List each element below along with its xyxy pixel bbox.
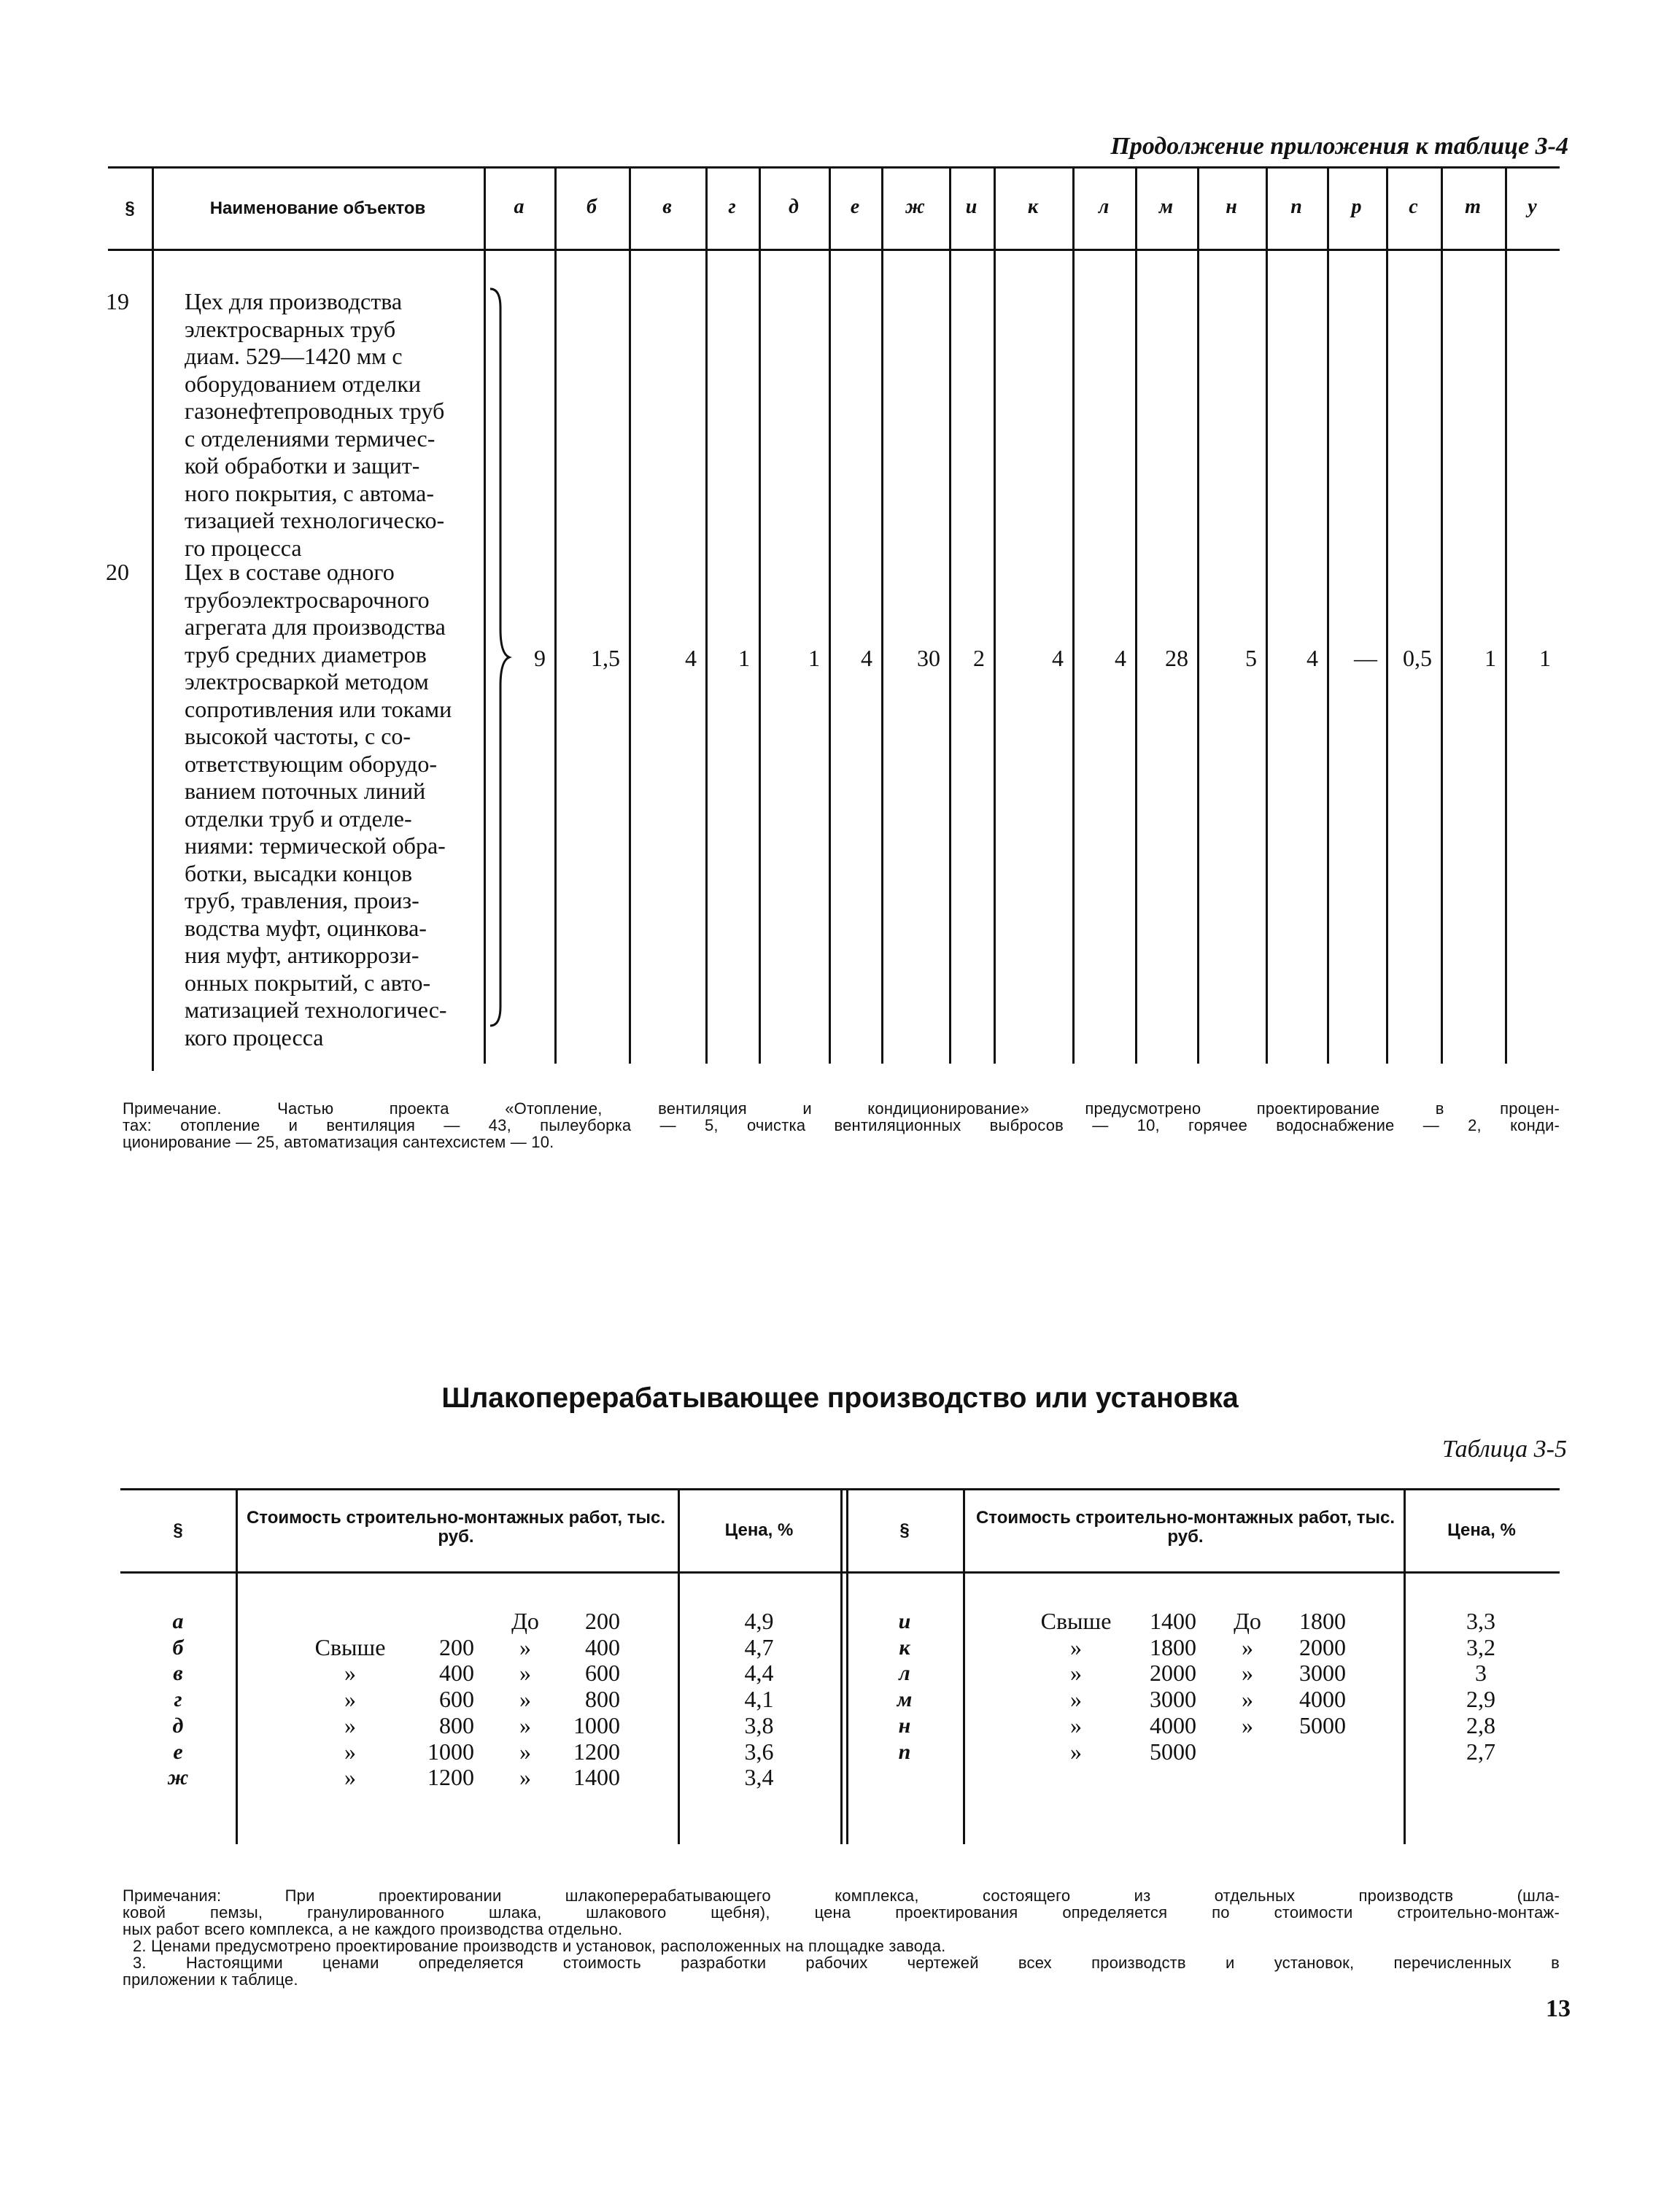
table1-header-16: с [1409,196,1418,218]
row-letter: в [173,1661,183,1686]
row-letter: д [172,1713,184,1738]
row-letter: б [172,1635,184,1660]
description-line: труб средних диаметров [185,641,427,667]
from-word: » [1070,1738,1082,1765]
t2-header-price-right: Цена, % [1447,1520,1516,1540]
from-value: 400 [439,1660,474,1687]
row-letter: н [898,1713,911,1738]
t2-header-price-left: Цена, % [724,1520,794,1540]
note-table-3-4 [123,1100,1560,1150]
from-value: 1200 [427,1764,474,1791]
description-line: диам. 529—1420 мм с [185,343,403,369]
description-line: газонефтепроводных труб [185,398,445,424]
to-value: 1000 [573,1711,620,1738]
note-line: приложении к таблице. [123,1970,298,1989]
value-б: 1,5 [591,645,620,671]
description-line: кого процесса [185,1023,324,1050]
row-letter: ж [167,1765,189,1790]
from-value: 5000 [1150,1738,1196,1765]
table1-rule-10 [994,166,996,1064]
description-line: водства муфт, оцинкова- [185,914,427,941]
description-line: онных покрытий, с авто- [185,969,431,996]
description-line: ния муфт, антикоррози- [185,942,419,968]
note-line: ных работ всего комплекса, а не каждого производства отдельно. [123,1920,623,1938]
price-value: 3,2 [1466,1633,1495,1660]
price-value: 2,8 [1466,1711,1495,1738]
description-line: электросваркой методом [185,668,429,694]
table1-rule-3 [554,166,557,1064]
t2-header-cost-left: Стоимость строительно-монтажных работ, тыс. руб. [246,1508,666,1547]
from-word: Свыше [314,1633,386,1660]
note-line: тах: отопление и вентиляция — 43, пылеуборка — 5, очистка вентиляционных выбросов — 10, горячее водоснабжение — 2, конди- [123,1116,1560,1134]
t2-header-sect-left: § [173,1520,183,1540]
to-word: » [1242,1711,1253,1738]
description-line: труб, травления, произ- [185,887,419,913]
note-line: 3. Настоящими ценами определяется стоимость разработки рабочих чертежей всех производств и установок, перечисленных в [133,1954,1560,1972]
from-value: 1400 [1150,1608,1196,1634]
description-line: матизацией технологичес- [185,997,447,1023]
description-line: электросварных труб [185,315,396,342]
table1-header-6: д [789,196,799,218]
description-line: сопротивления или токами [185,695,452,722]
price-value: 2,7 [1466,1738,1495,1765]
description-line: трубоэлектросварочного [185,586,430,613]
from-word: » [1070,1686,1082,1713]
description-line: отделки труб и отделе- [185,805,412,832]
value-е: 4 [861,645,872,671]
description-line: кой обработки и защит- [185,452,420,479]
row-description-19 [185,288,478,562]
table1-header-5: г [728,196,736,218]
to-word: До [511,1608,539,1634]
note-line: ковой пемзы, гранулированного шлака, шлакового щебня), цена проектирования определяется по стоимости строительно-монтаж- [123,1903,1560,1922]
table1-rule-12 [1135,166,1137,1064]
price-value: 4,7 [744,1633,774,1660]
to-value: 1200 [573,1738,620,1765]
value-ж: 30 [917,645,940,671]
table1-rule-14 [1266,166,1268,1064]
to-word: » [1242,1660,1253,1687]
value-и: 2 [973,645,985,671]
value-л: 4 [1115,645,1126,671]
table2-rule-1 [236,1488,238,1844]
description-line: ботки, высадки концов [185,859,413,886]
price-value: 3,6 [744,1738,774,1765]
t2-header-sect-right: § [899,1520,910,1540]
description-line: ванием поточных линий [185,778,426,804]
price-value: 2,9 [1466,1686,1495,1713]
price-value: 4,9 [744,1608,774,1634]
row-letter: м [897,1687,913,1712]
from-word: » [344,1738,356,1765]
table1-rule-7 [829,166,831,1064]
price-value: 3,3 [1466,1608,1495,1634]
row-letter: п [898,1739,911,1764]
price-value: 4,1 [744,1686,774,1713]
description-line: Цех для производства [185,288,403,314]
table1-header-17: т [1465,196,1481,218]
from-word: Свыше [1040,1608,1112,1634]
t2-header-cost-right: Стоимость строительно-монтажных работ, тыс. руб. [975,1508,1396,1547]
table1-header-0: § [125,198,135,218]
to-word: » [519,1711,531,1738]
table1-rule-5 [705,166,708,1064]
to-value: 1800 [1299,1608,1346,1634]
description-line: тизацией технологическо- [185,507,445,533]
table1-header-7: е [850,196,860,218]
table1-header-9: и [965,196,978,218]
value-у: 1 [1539,645,1551,671]
description-line: Цех в составе одного [185,559,395,585]
to-word: » [519,1738,531,1765]
table1-rule-17 [1441,166,1443,1064]
table1-rule-6 [759,166,761,1064]
continuation-title: Продолжение приложения к таблице 3-4 [1110,133,1568,160]
table1-header-11: л [1098,196,1110,218]
from-value: 200 [439,1633,474,1660]
value-м: 28 [1165,645,1188,671]
table2-rule-6 [1404,1488,1406,1844]
note-line: 2. Ценами предусмотрено проектирование производств и установок, расположенных на площадке завода. [133,1937,946,1955]
value-а: 9 [534,645,546,671]
price-value: 3,8 [744,1711,774,1738]
to-value: 2000 [1299,1633,1346,1660]
table1-header-3: б [587,196,597,218]
from-word: » [344,1660,356,1687]
to-value: 600 [585,1660,620,1687]
table1-header-8: ж [905,196,925,218]
note-line: Примечание. Частью проекта «Отопление, вентиляция и кондиционирование» предусмотрено проектирование в процен- [123,1099,1560,1118]
table1-rule-18 [1505,166,1507,1064]
description-line: высокой частоты, с со- [185,723,411,749]
table1-header-4: в [662,196,672,218]
price-value: 3,4 [744,1764,774,1791]
row-letter: а [172,1609,184,1633]
price-value: 4,4 [744,1660,774,1687]
table1-rule-1 [152,166,154,1071]
table1-header-12: м [1158,196,1174,218]
table1-rule-15 [1327,166,1329,1064]
to-word: » [519,1686,531,1713]
value-к: 4 [1052,645,1064,671]
from-value: 4000 [1150,1711,1196,1738]
from-word: » [344,1711,356,1738]
table1-header-rule [108,249,1560,251]
to-word: » [1242,1686,1253,1713]
to-value: 5000 [1299,1711,1346,1738]
table1-rule-16 [1386,166,1388,1064]
table1-header-2: а [514,196,524,218]
description-line: агрегата для производства [185,614,446,640]
value-в: 4 [685,645,697,671]
to-value: 1400 [573,1764,620,1791]
from-value: 800 [439,1711,474,1738]
value-н: 5 [1245,645,1257,671]
table1-header-10: к [1027,196,1039,218]
description-line: ниями: термической обра- [185,832,446,859]
table-label: Таблица 3-5 [1442,1436,1567,1463]
to-value: 800 [585,1686,620,1713]
table2-rule-3 [840,1488,843,1844]
table1-rule-13 [1197,166,1199,1064]
from-value: 600 [439,1686,474,1713]
value-п: 4 [1307,645,1318,671]
table1-header-15: р [1351,196,1362,218]
row-description-20 [185,559,478,1051]
table1-header-14: п [1290,196,1302,218]
value-р: — [1354,645,1377,671]
to-value: 400 [585,1633,620,1660]
note-line: ционирование — 25, автоматизация сантехсистем — 10. [123,1133,554,1151]
to-word: » [1242,1633,1253,1660]
table1-header-13: н [1226,196,1237,218]
price-value: 3 [1475,1660,1487,1687]
row-letter: к [899,1635,910,1660]
description-line: оборудованием отделки [185,370,421,397]
description-line: ответствующим оборудо- [185,750,437,777]
notes-table-3-5 [123,1887,1560,1988]
description-line: ного покрытия, с автома- [185,479,435,506]
from-word: » [1070,1711,1082,1738]
value-с: 0,5 [1403,645,1432,671]
to-word: » [519,1764,531,1791]
page-number: 13 [1546,1995,1571,2022]
to-value: 4000 [1299,1686,1346,1713]
to-value: 3000 [1299,1660,1346,1687]
table1-rule-2 [484,166,486,1064]
from-value: 3000 [1150,1686,1196,1713]
value-д: 1 [808,645,820,671]
from-value: 1800 [1150,1633,1196,1660]
value-г: 1 [738,645,750,671]
table1-rule-4 [629,166,631,1064]
table1-top-rule [108,166,1560,169]
description-line: с отделениями термичес- [185,425,436,452]
row-number-19: 19 [106,288,129,314]
table2-rule-5 [963,1488,965,1844]
table1-rule-8 [881,166,883,1064]
value-т: 1 [1484,645,1496,671]
to-word: » [519,1660,531,1687]
from-value: 2000 [1150,1660,1196,1687]
row-letter: г [174,1687,182,1712]
row-number-20: 20 [106,559,129,585]
row-letter: л [899,1661,910,1686]
note-line: Примечания: При проектировании шлакоперерабатывающего комплекса, состоящего из отдельных производств (шла- [123,1887,1560,1905]
table1-rule-9 [949,166,951,1064]
from-word: » [1070,1660,1082,1687]
row-letter: е [173,1739,183,1764]
table1-rule-11 [1072,166,1075,1064]
table1-header-1: Наименование объектов [209,198,426,218]
from-value: 1000 [427,1738,474,1765]
row-letter: и [898,1609,911,1633]
table1-header-18: у [1528,196,1537,218]
from-word: » [1070,1633,1082,1660]
to-word: » [519,1633,531,1660]
section-title: Шлакоперерабатывающее производство или установка [441,1382,1239,1414]
from-word: » [344,1764,356,1791]
to-value: 200 [585,1608,620,1634]
to-word: До [1234,1608,1261,1634]
from-word: » [344,1686,356,1713]
description-line: го процесса [185,534,302,561]
